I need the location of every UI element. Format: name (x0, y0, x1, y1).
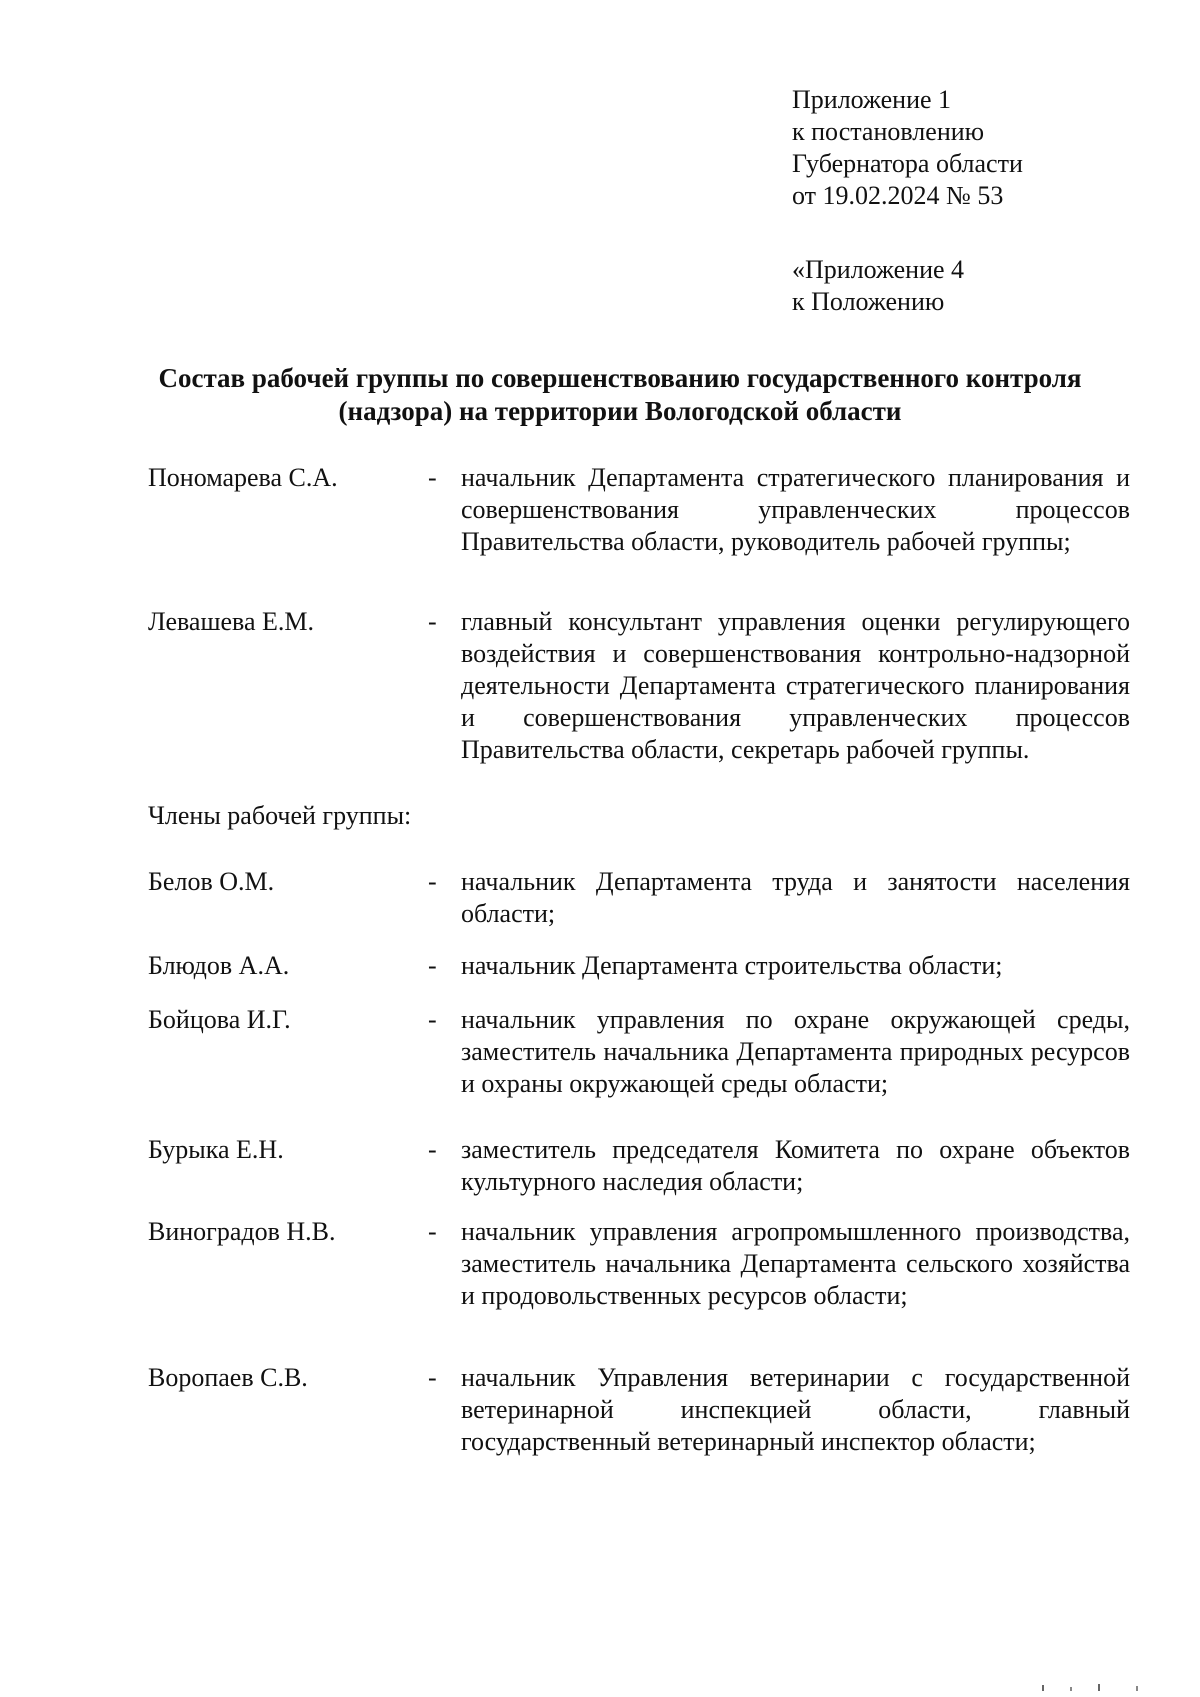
member-name: Белов О.М. (148, 867, 275, 896)
member-name: Блюдов А.А. (148, 951, 290, 980)
member-description: начальник Департамента труда и занятости населения области; (461, 867, 1130, 928)
appendix-date-number: от 19.02.2024 № 53 (792, 181, 1004, 210)
member-name: Пономарева С.А. (148, 463, 338, 492)
member-description: главный консультант управления оценки регулирующего воздействия и совершенствования контрольно-надзорной деятельности Департамента стратегического планирования и совершенствования управленческих процессов Правительства области, секретарь рабочей группы. (461, 607, 1130, 764)
member-dash: - (428, 1217, 437, 1246)
member-description: начальник управления агропромышленного производства, заместитель начальника Департамента сельского хозяйства и продовольственных ресурсов области; (461, 1217, 1130, 1310)
members-heading: Члены рабочей группы: (148, 801, 412, 830)
member-dash: - (428, 607, 437, 636)
appendix-line: к постановлению (792, 117, 985, 146)
member-dash: - (428, 951, 437, 980)
member-dash: - (428, 1363, 437, 1392)
appendix-line: к Положению (792, 287, 945, 316)
member-name: Виноградов Н.В. (148, 1217, 336, 1246)
member-description: заместитель председателя Комитета по охране объектов культурного наследия области; (461, 1135, 1130, 1196)
appendix-spacer (792, 212, 1172, 254)
member-name: Воропаев С.В. (148, 1363, 308, 1392)
member-name: Левашева Е.М. (148, 607, 315, 636)
member-description: начальник Департамента строительства области; (461, 951, 1003, 980)
appendix-header (792, 84, 1172, 318)
member-description: начальник Департамента стратегического планирования и совершенствования управленческих процессов Правительства области, руководитель рабочей группы; (461, 463, 1130, 556)
appendix-line: «Приложение 4 (792, 255, 965, 284)
member-description: начальник Управления ветеринарии с государственной ветеринарной инспекцией области, главный государственный ветеринарный инспектор области; (461, 1363, 1130, 1456)
member-description: начальник управления по охране окружающей среды, заместитель начальника Департамента природных ресурсов и охраны окружающей среды области; (461, 1005, 1130, 1098)
member-dash: - (428, 1005, 437, 1034)
member-name: Бойцова И.Г. (148, 1005, 291, 1034)
member-dash: - (428, 1135, 437, 1164)
member-name: Бурыка Е.Н. (148, 1135, 284, 1164)
title-line: Состав рабочей группы по совершенствованию государственного контроля (158, 363, 1082, 393)
appendix-line: Приложение 1 (792, 85, 952, 114)
member-dash: - (428, 867, 437, 896)
appendix-line: Губернатора области (792, 149, 1023, 178)
scan-artifact (1040, 1683, 1160, 1691)
document-title (120, 362, 1120, 428)
member-dash: - (428, 463, 437, 492)
title-line: (надзора) на территории Вологодской области (338, 396, 902, 426)
